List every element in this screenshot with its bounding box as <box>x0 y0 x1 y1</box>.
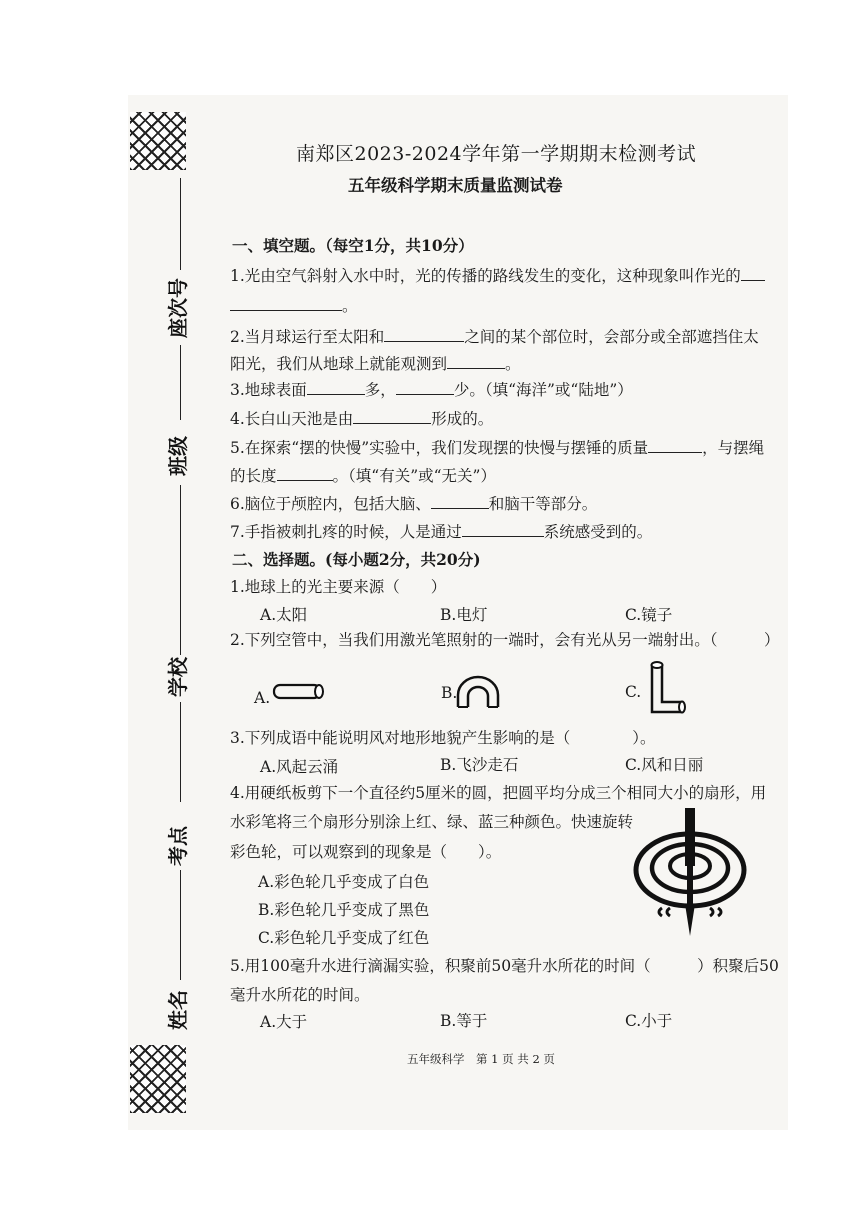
question-2-3: 3.下列成语中能说明风对地形地貌产生影响的是（ ）。 <box>230 729 656 747</box>
straight-tube-icon <box>272 680 328 704</box>
name-label: 姓名 <box>166 990 190 1030</box>
option-2-4-c[interactable]: C.彩色轮几乎变成了红色 <box>258 929 430 947</box>
answer-blank[interactable] <box>447 352 505 369</box>
answer-blank[interactable] <box>648 436 702 453</box>
binding-line-4 <box>180 702 181 802</box>
option-2-5-a[interactable]: A.大于 <box>260 1013 308 1031</box>
exam-site-label: 考点 <box>166 826 190 866</box>
answer-blank[interactable] <box>396 378 454 395</box>
option-2-4-b[interactable]: B.彩色轮几乎变成了黑色 <box>258 901 430 919</box>
question-1-2-cont: 阳光，我们从地球上就能观测到 。 <box>230 352 521 374</box>
option-2-2-c[interactable]: C. <box>625 683 642 701</box>
question-2-5-line1: 5.用100毫升水进行滴漏实验，积聚前50毫升水所花的时间（ ）积聚后50 <box>230 957 779 975</box>
answer-blank[interactable] <box>353 407 431 424</box>
seat-number-label: 座次号 <box>166 278 190 338</box>
binding-line-5 <box>180 870 181 980</box>
question-2-5-line2: 毫升水所花的时间。 <box>230 986 370 1004</box>
school-label: 学校 <box>166 657 190 697</box>
hatch-pattern-bottom <box>130 1045 186 1113</box>
question-1-6: 6.脑位于颅腔内，包括大脑、 和脑干等部分。 <box>230 492 597 514</box>
question-1-4: 4.长白山天池是由 形成的。 <box>230 407 493 429</box>
option-2-5-b[interactable]: B.等于 <box>440 1012 488 1030</box>
answer-blank[interactable] <box>741 264 765 281</box>
class-label: 班级 <box>166 436 190 476</box>
question-2-4-line2: 水彩笔将三个扇形分别涂上红、绿、蓝三种颜色。快速旋转 <box>230 813 634 831</box>
option-2-1-a[interactable]: A.太阳 <box>260 606 308 624</box>
answer-blank[interactable] <box>230 294 342 311</box>
question-1-5-cont: 的长度 。（填“有关”或“无关”） <box>230 464 496 486</box>
binding-line-2 <box>180 345 181 420</box>
answer-blank[interactable] <box>431 492 489 509</box>
binding-line-3 <box>180 485 181 655</box>
option-2-1-c[interactable]: C.镜子 <box>625 606 673 624</box>
answer-blank[interactable] <box>277 464 333 481</box>
option-2-3-b[interactable]: B.飞沙走石 <box>440 756 519 774</box>
binding-line-1 <box>180 178 181 270</box>
answer-blank[interactable] <box>384 325 464 342</box>
question-1-5: 5.在探索“摆的快慢”实验中，我们发现摆的快慢与摆锤的质量 ，与摆绳 <box>230 436 764 458</box>
answer-blank[interactable] <box>462 520 544 537</box>
option-2-3-c[interactable]: C.风和日丽 <box>625 756 704 774</box>
question-2-4-line3: 彩色轮，可以观察到的现象是（ ）。 <box>230 843 502 861</box>
question-1-2: 2.当月球运行至太阳和 之间的某个部位时，会部分或全部遮挡住太 <box>230 325 759 347</box>
option-2-4-a[interactable]: A.彩色轮几乎变成了白色 <box>258 873 430 891</box>
option-2-2-b[interactable]: B. <box>441 684 458 702</box>
option-2-3-a[interactable]: A.风起云涌 <box>260 758 339 776</box>
question-1-1-cont: 。 <box>230 294 358 316</box>
option-2-5-c[interactable]: C.小于 <box>625 1012 673 1030</box>
bent-tube-icon <box>648 660 688 718</box>
question-1-3: 3.地球表面 多， 少。（填“海洋”或“陆地”） <box>230 378 633 400</box>
exam-title: 南郑区2023-2024学年第一学期期末检测考试 <box>296 143 697 165</box>
exam-subtitle: 五年级科学期末质量监测试卷 <box>348 176 563 195</box>
question-1-1: 1.光由空气斜射入水中时，光的传播的路线发生的变化，这种现象叫作光的 <box>230 264 765 286</box>
question-2-4-line1: 4.用硬纸板剪下一个直径约5厘米的圆，把圆平均分成三个相同大小的扇形，用 <box>230 784 767 802</box>
section-heading-fill-blank: 一、填空题。（每空1分，共10分） <box>232 236 474 255</box>
question-2-1: 1.地球上的光主要来源（ ） <box>230 578 447 596</box>
page-footer: 五年级科学 第 1 页 共 2 页 <box>407 1052 555 1066</box>
section-heading-choice: 二、选择题。(每小题2分，共20分) <box>232 550 481 569</box>
spinning-color-wheel-illustration <box>632 804 748 940</box>
hatch-pattern-top <box>130 112 186 170</box>
option-2-2-a[interactable]: A. <box>254 689 271 707</box>
question-2-2: 2.下列空管中，当我们用激光笔照射的一端时，会有光从另一端射出。（ ） <box>230 631 780 649</box>
arched-tube-icon <box>454 675 502 709</box>
option-2-1-b[interactable]: B.电灯 <box>440 606 488 624</box>
answer-blank[interactable] <box>307 378 365 395</box>
question-1-7: 7.手指被刺扎疼的时候，人是通过 系统感受到的。 <box>230 520 652 542</box>
